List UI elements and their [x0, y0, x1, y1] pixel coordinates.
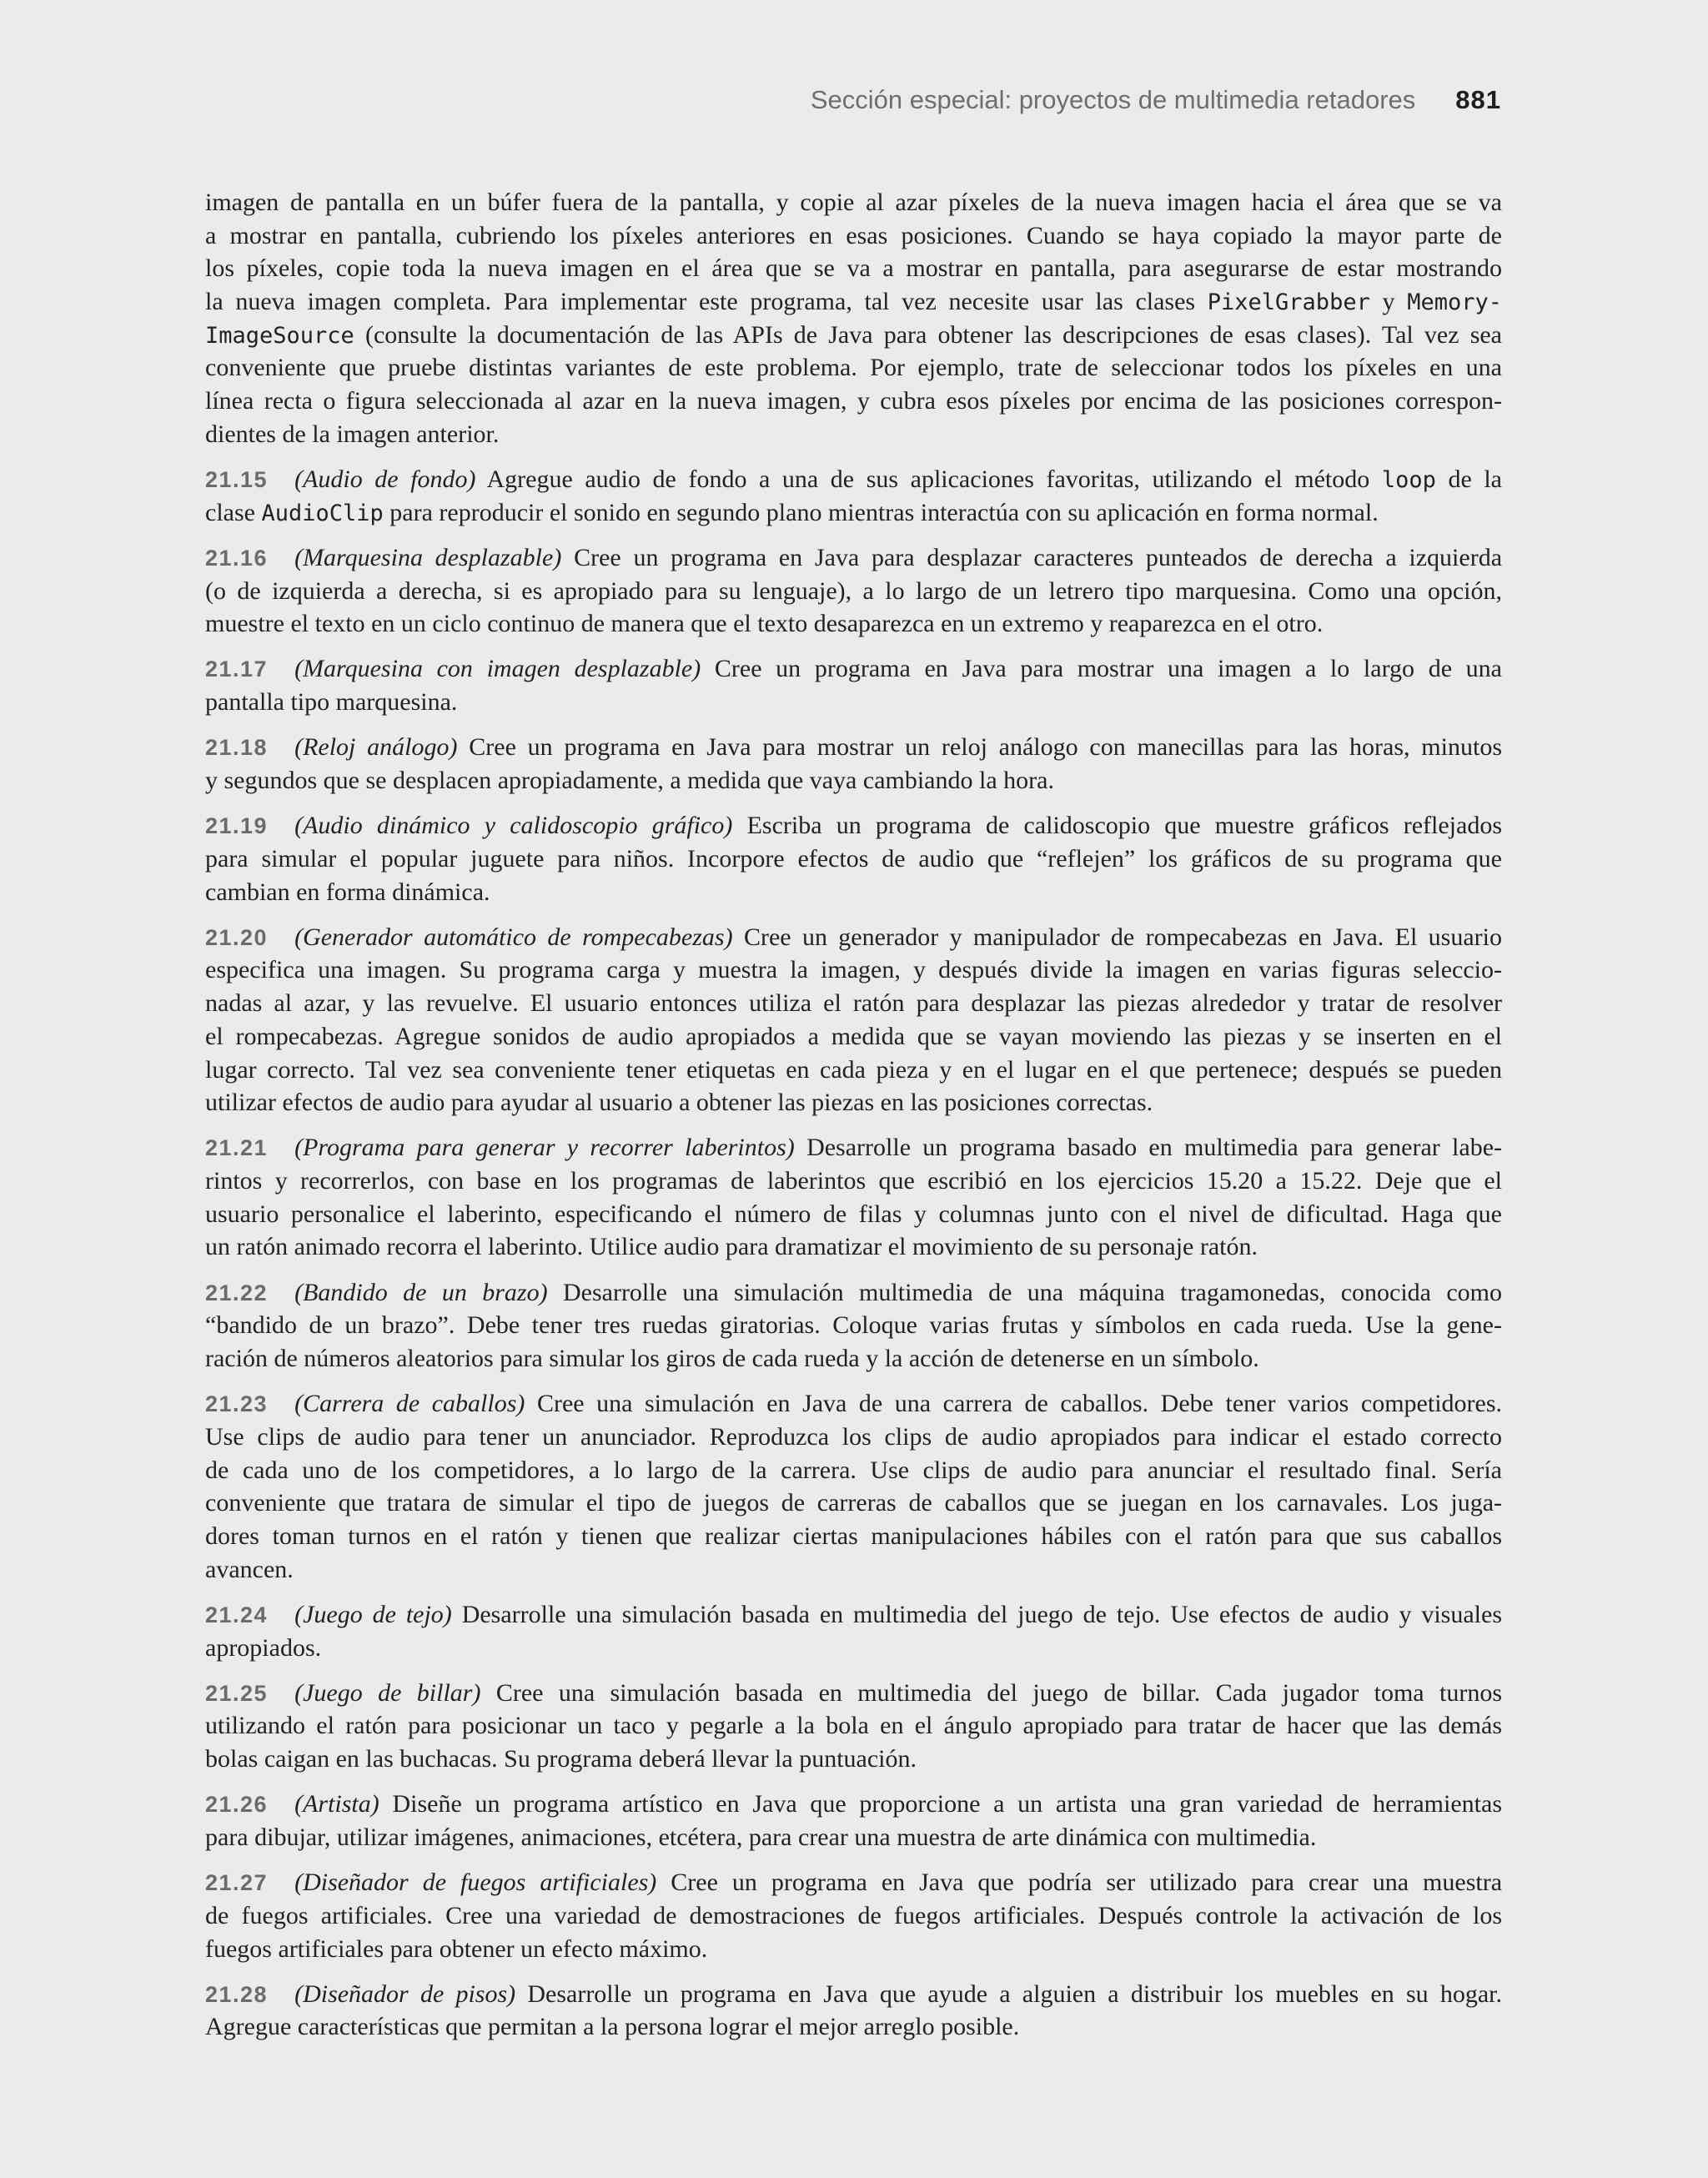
exercise-21-22 [205, 1276, 1502, 1376]
exercise-21-18 [205, 731, 1502, 797]
section-title: Sección especial: proyectos de multimedia retadores [810, 85, 1416, 114]
text-line [205, 921, 1502, 954]
exercise-list [205, 186, 1502, 2044]
text-line [205, 385, 1502, 418]
line-text: Cree un generador y manipulador de rompecabezas en Java. El usuario [743, 923, 1502, 951]
line-text: la nueva imagen completa. Para implementar este programa, tal vez necesite usar las clases [205, 288, 1208, 316]
exercise-number: 21.23 [205, 1391, 269, 1417]
text-line [205, 418, 1502, 451]
line-text: fuegos artificiales para obtener un efecto máximo. [205, 1934, 708, 1963]
line-text: Cree un programa en Java que podría ser utilizado para crear una muestra [671, 1869, 1503, 1897]
line-text: bolas caigan en las buchacas. Su programa deberá llevar la puntuación. [205, 1745, 917, 1773]
line-text: los píxeles, copie toda la nueva imagen en el área que se va a mostrar en pantalla, para asegurarse de estar mostrando [205, 254, 1502, 283]
line-text: el rompecabezas. Agregue sonidos de audio apropiados a medida que se vayan moviendo las piezas y se inserten en el [205, 1022, 1502, 1050]
line-text: Desarrolle un programa basado en multimedia para generar labe- [806, 1134, 1503, 1162]
text-line [205, 764, 1502, 797]
exercise-number: 21.22 [205, 1280, 269, 1305]
exercise-21-16 [205, 541, 1502, 641]
exercise-title: (Marquesina con imagen desplazable) [294, 655, 701, 683]
exercise-title: (Bandido de un brazo) [294, 1278, 548, 1306]
text-line [205, 652, 1502, 686]
line-text: Cree una simulación basada en multimedia del juego de billar. Cada jugador toma turnos [495, 1678, 1503, 1707]
line-text: Use clips de audio para tener un anunciador. Reproduzca los clips de audio apropiados para indicar el estado correcto [205, 1422, 1502, 1451]
text-line [205, 1486, 1502, 1520]
text-line [205, 1198, 1502, 1231]
exercise-title: (Diseñador de fuegos artificiales) [294, 1869, 657, 1897]
exercise-number: 21.28 [205, 1981, 269, 2007]
line-text: Desarrolle un programa en Java que ayude a alguien a distribuir los muebles en su hogar. [527, 1979, 1502, 2008]
running-header [811, 83, 1501, 117]
text-line [205, 2010, 1502, 2044]
exercise-number: 21.16 [205, 545, 269, 571]
code-identifier: Memory- [1407, 289, 1503, 316]
line-text: Cree un programa en Java para desplazar caracteres punteados de derecha a izquierda [574, 543, 1503, 571]
text-line [205, 731, 1502, 764]
exercise-21-27 [205, 1866, 1502, 1965]
line-text: de fuegos artificiales. Cree una variedad de demostraciones de fuegos artificiales. Después controle la activación de los [205, 1901, 1502, 1929]
exercise-title: (Audio dinámico y calidoscopio gráfico) [294, 812, 733, 840]
line-text: Agregue audio de fondo a una de sus aplicaciones favoritas, utilizando el método [486, 465, 1382, 493]
line-text: Diseñe un programa artístico en Java que proporcione a un artista una gran variedad de herramientas [392, 1790, 1502, 1818]
text-line [205, 686, 1502, 719]
line-text: y [1369, 288, 1408, 316]
text-line [205, 575, 1502, 608]
exercise-title: (Marquesina desplazable) [294, 543, 562, 571]
line-text: lugar correcto. Tal vez sea conveniente tener etiquetas en cada pieza y en el lugar en el que pertenece; después se pueden [205, 1055, 1502, 1084]
text-line [205, 1866, 1502, 1899]
line-text: especifica una imagen. Su programa carga y muestra la imagen, y después divide la imagen en varias figuras seleccio- [205, 956, 1502, 984]
exercise-21-17 [205, 652, 1502, 718]
text-line [205, 1632, 1502, 1665]
code-identifier: ImageSource [205, 322, 354, 349]
line-text: de cada uno de los competidores, a lo largo de la carrera. Use clips de audio para anunciar el resultado final. Sería [205, 1456, 1502, 1484]
text-line [205, 186, 1502, 219]
text-line [205, 1978, 1502, 2011]
text-line [205, 351, 1502, 385]
exercise-21-19 [205, 809, 1502, 908]
exercise-number: 21.20 [205, 924, 269, 950]
text-line [205, 1821, 1502, 1854]
text-line [205, 1677, 1502, 1710]
continued-paragraph [205, 186, 1502, 451]
text-line [205, 319, 1502, 352]
text-line [205, 541, 1502, 575]
line-text: usuario personalice el laberinto, especificando el número de filas y columnas junto con el nivel de dificultad. Haga que [205, 1200, 1502, 1228]
text-line [205, 496, 1502, 530]
exercise-title: (Diseñador de pisos) [294, 1979, 516, 2008]
exercise-21-28 [205, 1978, 1502, 2044]
exercise-title: (Programa para generar y recorrer laberintos) [294, 1134, 795, 1162]
line-text: rintos y recorrerlos, con base en los programas de laberintos que escribió en los ejercicios 15.20 a 15.22. Deje que el [205, 1167, 1502, 1195]
exercise-number: 21.18 [205, 735, 269, 761]
exercise-number: 21.17 [205, 656, 269, 682]
text-line [205, 1086, 1502, 1119]
text-line [205, 219, 1502, 253]
text-line [205, 1421, 1502, 1454]
text-line [205, 1230, 1502, 1264]
exercise-number: 21.25 [205, 1680, 269, 1706]
text-line [205, 1709, 1502, 1743]
text-line [205, 843, 1502, 876]
line-text: avancen. [205, 1555, 294, 1583]
exercise-title: (Audio de fondo) [294, 465, 476, 493]
page-number: 881 [1455, 85, 1501, 114]
line-text: Desarrolle una simulación basada en multimedia del juego de tejo. Use efectos de audio y visuales [461, 1600, 1502, 1628]
line-text: conveniente que tratara de simular el tipo de juegos de carreras de caballos que se juegan en los carnavales. Los juga- [205, 1489, 1502, 1517]
text-line [205, 1933, 1502, 1966]
line-text: a mostrar en pantalla, cubriendo los píxeles anteriores en esas posiciones. Cuando se haya copiado la mayor parte de [205, 221, 1502, 249]
exercise-title: (Juego de billar) [294, 1678, 481, 1707]
text-line [205, 987, 1502, 1020]
text-line [205, 1788, 1502, 1821]
text-line [205, 1454, 1502, 1487]
text-line [205, 1020, 1502, 1054]
text-line [205, 1899, 1502, 1933]
line-text: clase [205, 498, 262, 526]
line-text: imagen de pantalla en un búfer fuera de la pantalla, y copie al azar píxeles de la nueva imagen hacia el área que se va [205, 189, 1502, 216]
text-line [205, 953, 1502, 987]
exercise-title: (Juego de tejo) [294, 1600, 452, 1628]
text-line [205, 1342, 1502, 1376]
text-line [205, 1598, 1502, 1632]
exercise-title: (Generador automático de rompecabezas) [294, 923, 733, 951]
line-text: nadas al azar, y las revuelve. El usuario entonces utiliza el ratón para desplazar las piezas alrededor y tratar de resolver [205, 989, 1502, 1018]
line-text: conveniente que pruebe distintas variantes de este problema. Por ejemplo, trate de seleccionar todos los píxeles en una [205, 354, 1502, 382]
line-text: Desarrolle una simulación multimedia de una máquina tragamonedas, conocida como [562, 1278, 1503, 1306]
exercise-21-15 [205, 463, 1502, 529]
exercise-21-20 [205, 921, 1502, 1119]
exercise-21-21 [205, 1131, 1502, 1264]
line-text: Escriba un programa de calidoscopio que muestre gráficos reflejados [746, 812, 1503, 840]
line-text: dientes de la imagen anterior. [205, 420, 500, 448]
exercise-number: 21.19 [205, 813, 269, 839]
line-text: y segundos que se desplacen apropiadamente, a medida que vaya cambiando la hora. [205, 767, 1054, 794]
line-text: Cree un programa en Java para mostrar una imagen a lo largo de una [714, 655, 1502, 683]
line-text: cambian en forma dinámica. [205, 878, 490, 906]
line-text: para simular el popular juguete para niños. Incorpore efectos de audio que “reflejen” los gráficos de su programa que [205, 844, 1502, 873]
code-identifier: PixelGrabber [1207, 289, 1370, 316]
exercise-title: (Artista) [294, 1790, 379, 1818]
line-text: (consulte la documentación de las APIs de Java para obtener las descripciones de esas clases). Tal vez sea [354, 320, 1502, 349]
line-text: (o de izquierda a derecha, si es apropiado para su lenguaje), a lo largo de un letrero tipo marquesina. Como una opción, [205, 576, 1502, 605]
text-line [205, 1387, 1502, 1421]
exercise-number: 21.24 [205, 1602, 269, 1627]
text-line [205, 607, 1502, 641]
exercise-21-23 [205, 1387, 1502, 1586]
exercise-number: 21.27 [205, 1870, 269, 1896]
text-line [205, 463, 1502, 496]
text-line [205, 1054, 1502, 1087]
text-line [205, 876, 1502, 909]
text-line [205, 1164, 1502, 1198]
line-text: muestre el texto en un ciclo continuo de manera que el texto desaparezca en un extremo y reaparezca en el otro. [205, 610, 1324, 638]
exercise-21-26 [205, 1788, 1502, 1854]
text-line [205, 1309, 1502, 1342]
line-text: línea recta o figura seleccionada al azar en la nueva imagen, y cubra esos píxeles por encima de las posiciones correspon- [205, 387, 1502, 415]
line-text: Cree una simulación en Java de una carrera de caballos. Debe tener varios competidores. [536, 1390, 1503, 1418]
line-text: de la [1435, 465, 1502, 493]
line-text: un ratón animado recorra el laberinto. Utilice audio para dramatizar el movimiento de su personaje ratón. [205, 1233, 1258, 1261]
exercise-number: 21.26 [205, 1792, 269, 1818]
line-text: Agregue características que permitan a la persona lograr el mejor arreglo posible. [205, 2013, 1020, 2041]
exercise-21-24 [205, 1598, 1502, 1664]
text-line [205, 1276, 1502, 1310]
text-line [205, 252, 1502, 285]
line-text: ración de números aleatorios para simular los giros de cada rueda y la acción de detenerse en un símbolo. [205, 1345, 1259, 1372]
text-line [205, 809, 1502, 843]
exercise-title: (Reloj análogo) [294, 733, 458, 762]
text-line [205, 1131, 1502, 1164]
text-line [205, 1553, 1502, 1587]
line-text: “bandido de un brazo”. Debe tener tres ruedas giratorias. Coloque varias frutas y símbolos en cada rueda. Use la gene- [205, 1311, 1502, 1340]
line-text: pantalla tipo marquesina. [205, 688, 458, 717]
text-line [205, 1743, 1502, 1776]
line-text: dores toman turnos en el ratón y tienen que realizar ciertas manipulaciones hábiles con el ratón para que sus caballos [205, 1522, 1502, 1550]
line-text: apropiados. [205, 1633, 322, 1662]
exercise-21-25 [205, 1677, 1502, 1776]
text-line [205, 285, 1502, 319]
code-identifier: AudioClip [261, 500, 384, 526]
line-text: utilizar efectos de audio para ayudar al usuario a obtener las piezas en las posiciones correctas. [205, 1089, 1153, 1117]
line-text: Cree un programa en Java para mostrar un reloj análogo con manecillas para las horas, minutos [469, 733, 1502, 762]
exercise-number: 21.21 [205, 1135, 269, 1161]
exercise-number: 21.15 [205, 467, 269, 492]
line-text: para reproducir el sonido en segundo plano mientras interactúa con su aplicación en forma normal. [383, 498, 1379, 526]
text-line [205, 1520, 1502, 1553]
line-text: para dibujar, utilizar imágenes, animaciones, etcétera, para crear una muestra de arte dinámica con multimedia. [205, 1823, 1317, 1851]
exercise-title: (Carrera de caballos) [294, 1390, 525, 1418]
code-identifier: loop [1381, 467, 1436, 493]
line-text: utilizando el ratón para posicionar un taco y pegarle a la bola en el ángulo apropiado para tratar de hacer que las demás [205, 1712, 1502, 1740]
